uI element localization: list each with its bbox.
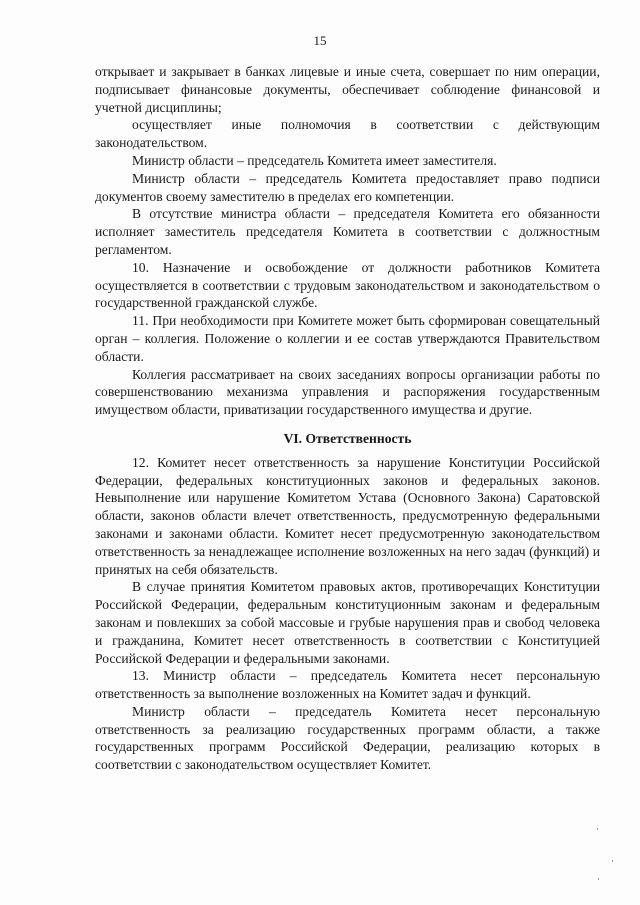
paragraph-absence: В отсутствие министра области – председателя Комитета его обязанности исполняет заместитель председателя Комитета в соответствии с должностным регламентом. — [95, 206, 600, 257]
scan-speck — [612, 860, 613, 862]
document-body — [95, 63, 600, 774]
paragraph-state-programs: Министр области – председатель Комитета несет персональную ответственность за реализацию государственных программ области, а также государственных программ Российской Федерации, реализацию которых в соответствии с законодательством осуществляет Комитет. — [95, 703, 600, 773]
paragraph-collegium-issues: Коллегия рассматривает на своих заседаниях вопросы организации работы по совершенствованию механизма управления и распоряжения государственным имуществом области, приватизации государственного имущества и другие. — [95, 366, 600, 418]
section-heading-responsibility: VI. Ответственность — [283, 430, 412, 446]
paragraph-13-minister: 13. Министр области – председатель Комитета несет персональную ответственность за выполнение возложенных на Комитет задач и функций. — [95, 668, 600, 702]
paragraph-other-powers: осуществляет иные полномочия в соответствии с действующим законодательством. — [95, 117, 600, 151]
paragraph-12-responsibility: 12. Комитет несет ответственность за нарушение Конституции Российской Федерации, федеральных конституционных законов и федеральных законов. Невыполнение или нарушение Комитетом Устава (Основного Закона) Саратовской области, законов области влечет ответственность, предусмотренную федеральными законами и законами области. Комитет несет предусмотренную законодательством ответственность за ненадлежащее исполнение возложенных на него задач (функций) и принятых на себя обязательств. — [95, 454, 600, 577]
paragraph-legal-acts: В случае принятия Комитетом правовых актов, противоречащих Конституции Российской Федерации, федеральным конституционным законам и федеральным законам и повлекших за собой массовые и грубые нарушения прав и свобод человека и гражданина, Комитет несет ответственность в соответствии с Конституцией Российской Федерации и федеральными законами. — [95, 579, 600, 666]
paragraph-accounts: открывает и закрывает в банках лицевые и иные счета, совершает по ним операции, подписывает финансовые документы, обеспечивает соблюдение финансовой и учетной дисциплины; — [95, 64, 600, 115]
page-number: 15 — [313, 33, 327, 48]
paragraph-10-appointment: 10. Назначение и освобождение от должности работников Комитета осуществляется в соответствии с трудовым законодательством и законодательством о государственной гражданской службе. — [95, 259, 600, 311]
paragraph-11-collegium: 11. При необходимости при Комитете может быть сформирован совещательный орган – коллегия. Положение о коллегии и ее состав утверждаются Правительством области. — [95, 313, 600, 364]
paragraph-signature-right: Министр области – председатель Комитета предоставляет право подписи документов своему заместителю в пределах его компетенции. — [95, 170, 600, 204]
paragraph-deputy: Министр области – председатель Комитета имеет заместителя. — [132, 152, 497, 168]
scan-speck — [597, 828, 598, 830]
scan-speck — [598, 878, 599, 880]
